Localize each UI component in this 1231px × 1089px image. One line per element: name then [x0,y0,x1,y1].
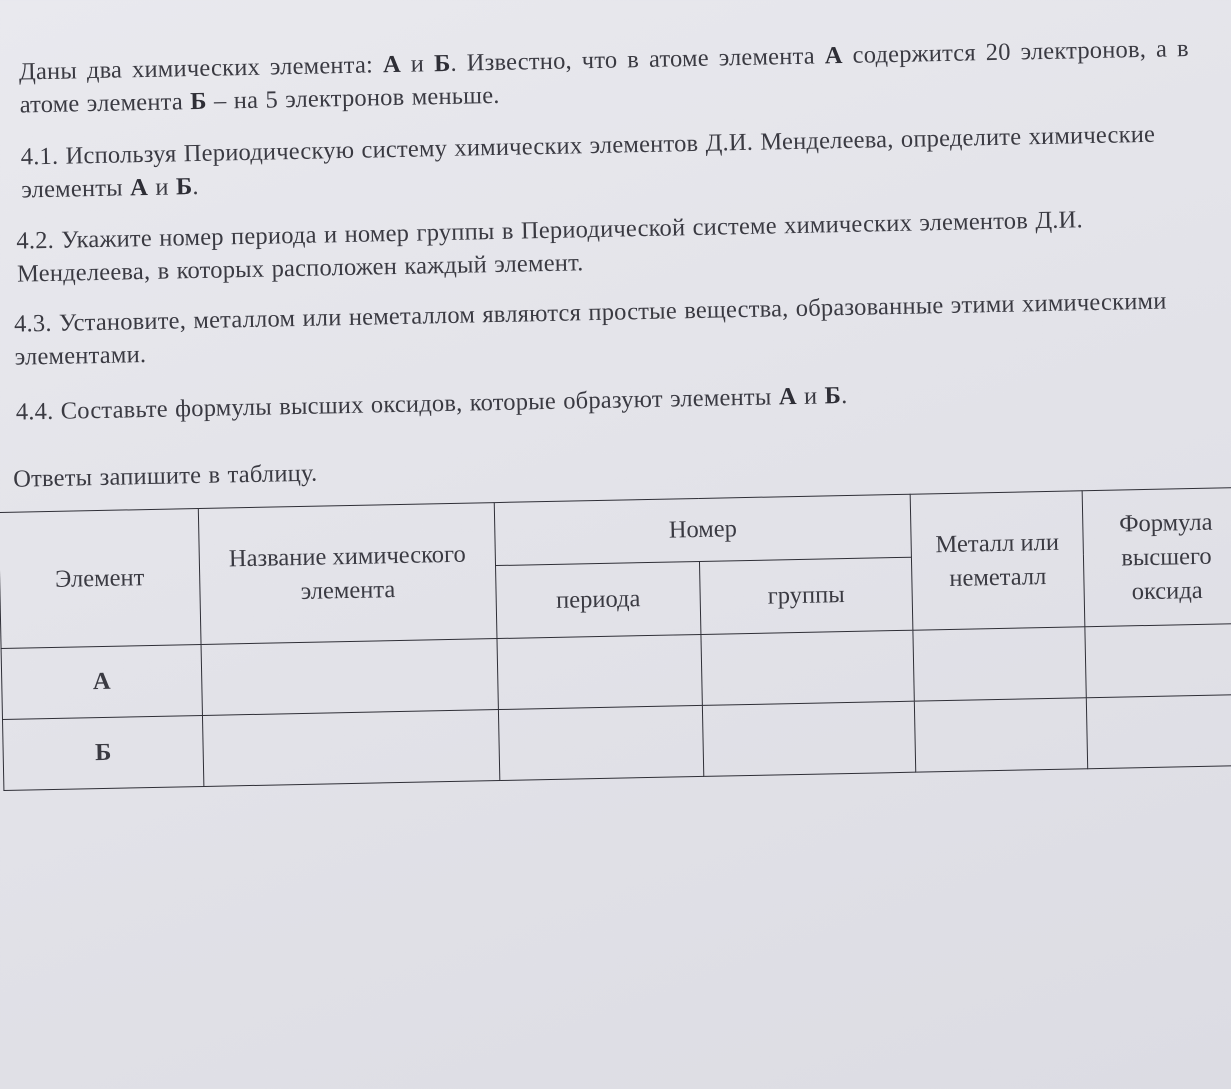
answer-cell-metal-b[interactable] [914,698,1087,772]
row-label-a: А [1,644,202,719]
answer-cell-name-b[interactable] [202,710,499,787]
answer-instruction: Ответы запишите в таблицу. [12,459,318,493]
answer-cell-oxide-b[interactable] [1086,694,1231,768]
answer-cell-group-b[interactable] [702,701,915,776]
answer-cell-oxide-a[interactable] [1085,623,1231,697]
header-element: Элемент [0,509,201,649]
question-4-4: 4.4. Составьте формулы высших оксидов, которые образуют элементы А и Б. [15,381,848,426]
answer-cell-metal-a[interactable] [913,627,1086,701]
answer-cell-group-a[interactable] [701,630,914,705]
header-oxide-formula: Формула высшего оксида [1082,487,1231,626]
header-metal-nonmetal: Металл или неметалл [910,491,1085,630]
question-4-2: 4.2. Укажите номер периода и номер группы в Периодической системе химических элементов Д.И. Менделеева, в которых расположен каждый элемент. [16,206,1084,288]
header-number: Номер [494,494,911,565]
header-group: группы [699,557,912,634]
question-4-3: 4.3. Установите, металлом или неметаллом являются простые вещества, образованные этими химическими элементами. [13,287,1167,371]
answer-cell-period-b[interactable] [498,705,703,780]
task-intro: Даны два химических элемента: А и Б. Известно, что в атоме элемента А содержится 20 электронов, а в атоме элемента Б – на 5 электронов меньше. [18,35,1190,119]
header-element-name: Название химического элемента [198,503,497,645]
answer-cell-period-a[interactable] [497,634,702,709]
header-period: периода [496,561,701,638]
question-4-1: 4.1. Используя Периодическую систему химических элементов Д.И. Менделеева, определите химические элементы А и Б. [20,120,1156,204]
row-label-b: Б [3,715,204,790]
answer-cell-name-a[interactable] [201,639,498,716]
answer-table [0,487,1231,791]
